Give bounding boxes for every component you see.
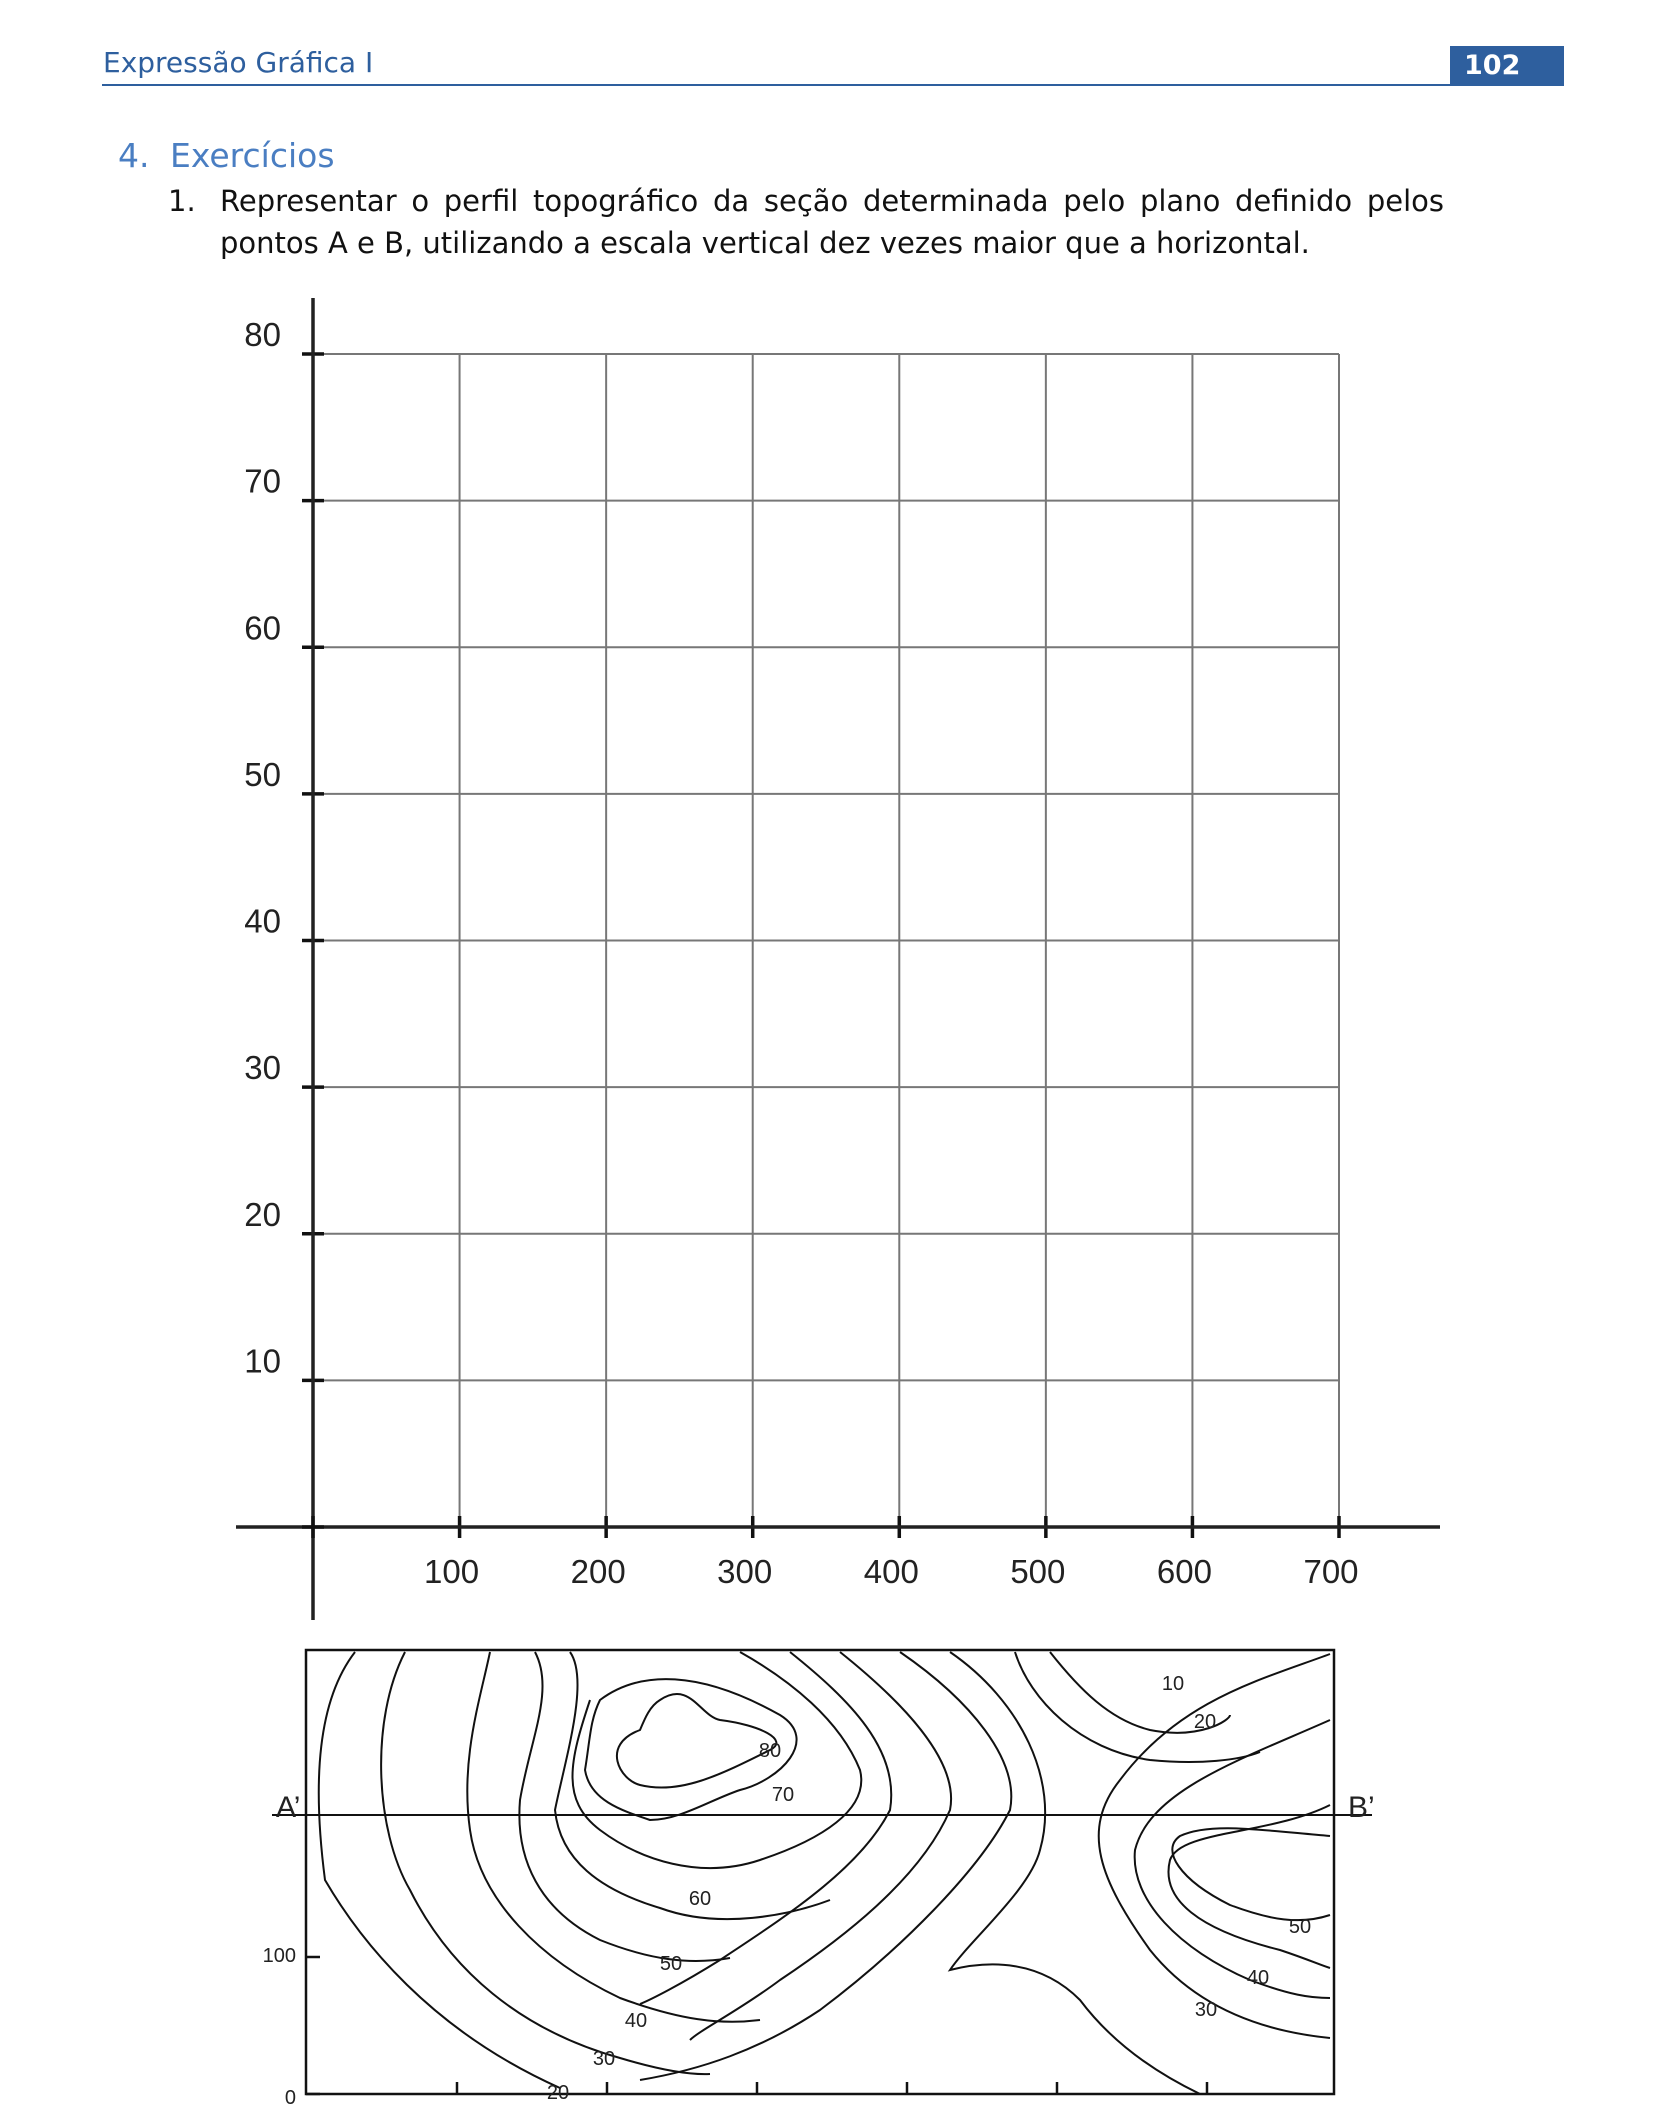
contour-label: 20	[1193, 1711, 1217, 1733]
contour-label: 40	[1246, 1967, 1270, 1989]
contour-line	[690, 1652, 951, 2040]
y-tick-label: 30	[244, 1049, 281, 1087]
x-tick-label: 700	[1303, 1553, 1359, 1590]
contour-label: 50	[659, 1953, 683, 1975]
exercise-number: 1.	[168, 184, 196, 218]
contour-label: 70	[771, 1784, 795, 1806]
y-tick-label: 80	[244, 316, 281, 353]
contour-label: 10	[1161, 1673, 1185, 1695]
contour-line	[640, 1652, 891, 2004]
contour-line	[319, 1652, 560, 2088]
contour-line	[1015, 1652, 1260, 1762]
section-title: Exercícios	[170, 136, 335, 175]
y-tick-label: 20	[244, 1195, 281, 1233]
label-b: B’	[1348, 1791, 1375, 1824]
y-tick-label: 70	[244, 462, 281, 500]
map-y-tick-label: 100	[262, 1945, 296, 1967]
contour-label: 80	[758, 1740, 782, 1762]
x-tick-label: 100	[424, 1553, 480, 1590]
exercise-text: Representar o perfil topográfico da seção determinada pelo plano definido pelos pontos A e B, utilizando a escala vertical dez vezes maior que a horizontal.	[220, 184, 1444, 260]
profile-chart	[236, 298, 1440, 1620]
contour-lines	[319, 1652, 1330, 2094]
contour-label: 30	[592, 2048, 616, 2070]
y-tick-label: 40	[244, 902, 281, 940]
map-y-tick-label: 0	[284, 2087, 296, 2109]
contour-line	[617, 1694, 776, 1788]
section-number: 4.	[118, 136, 150, 175]
contour-line	[950, 1652, 1200, 2094]
contour-label: 30	[1194, 1999, 1218, 2021]
contour-labels	[547, 1673, 1311, 2104]
map-y-ticks	[263, 1945, 320, 2109]
contour-label: 40	[624, 2010, 648, 2032]
y-tick-label: 50	[244, 755, 281, 793]
x-tick-label: 600	[1156, 1553, 1212, 1590]
page-number-badge: 102	[1450, 46, 1564, 86]
map-frame	[306, 1650, 1334, 2094]
contour-line	[467, 1652, 760, 2022]
x-tick-label: 500	[1010, 1553, 1066, 1590]
topographic-map	[263, 1650, 1375, 2109]
x-tick-label: 400	[863, 1553, 919, 1590]
contour-label: 20	[546, 2082, 570, 2104]
y-tick-label: 10	[244, 1342, 281, 1380]
header-title: Expressão Gráfica I	[103, 46, 374, 79]
contour-line	[573, 1652, 862, 1868]
x-tick-label: 300	[717, 1553, 773, 1590]
map-x-ticks	[457, 2082, 1207, 2094]
label-a: A’	[276, 1791, 301, 1824]
contour-label: 50	[1288, 1916, 1312, 1938]
y-tick-label: 60	[244, 609, 281, 647]
contour-label: 60	[688, 1888, 712, 1910]
x-tick-label: 200	[570, 1553, 626, 1590]
